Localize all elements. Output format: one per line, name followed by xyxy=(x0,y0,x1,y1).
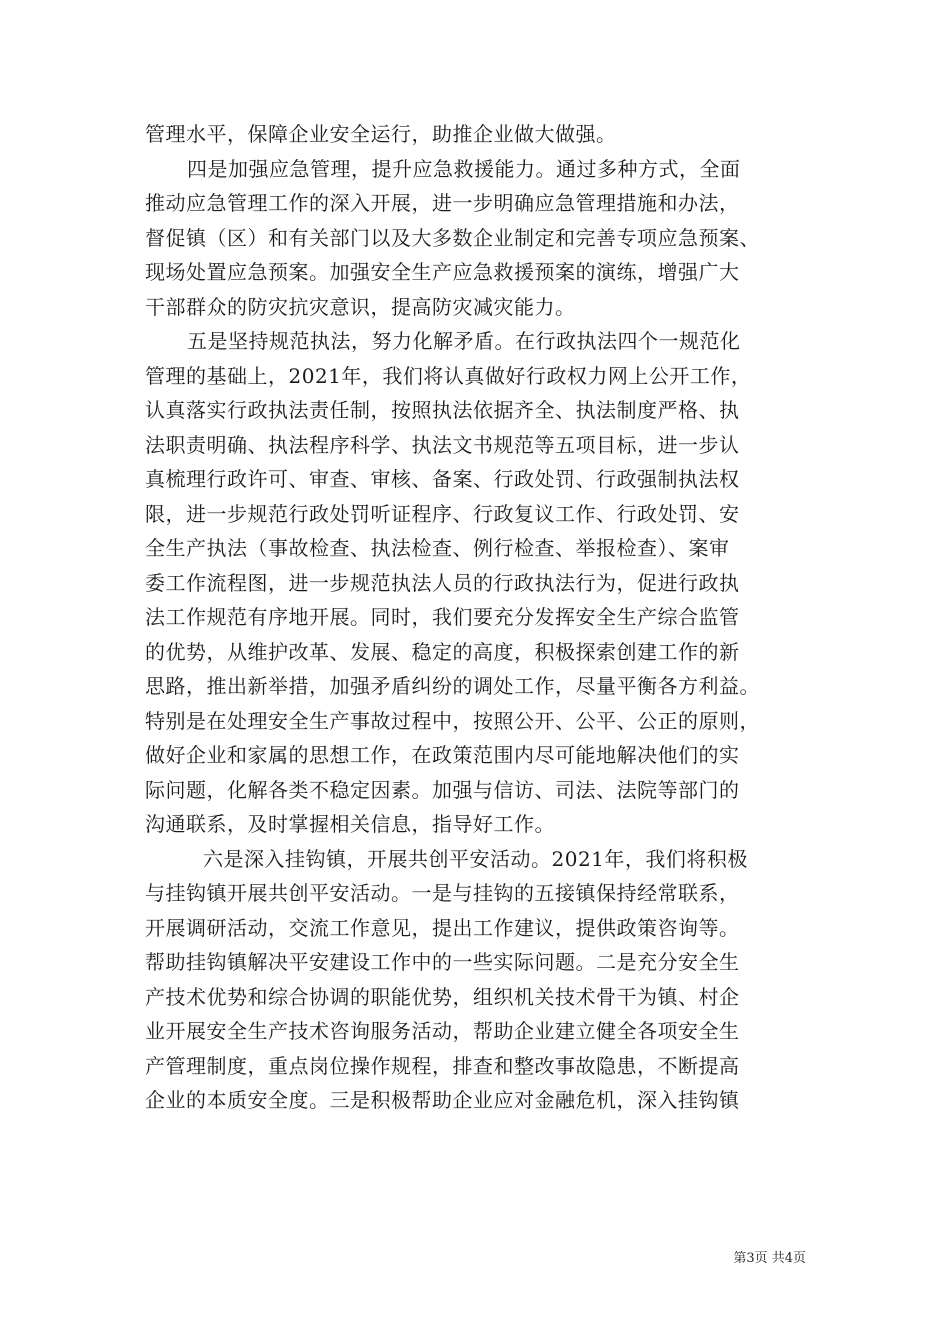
text-line: 推动应急管理工作的深入开展，进一步明确应急管理措施和办法， xyxy=(145,191,740,215)
paragraph-start-line: 五是坚持规范执法，努力化解矛盾。在行政执法四个一规范化 xyxy=(187,329,741,353)
text-line: 管理的基础上，2021年，我们将认真做好行政权力网上公开工作， xyxy=(145,363,752,388)
text-line: 委工作流程图，进一步规范执法人员的行政执法行为，促进行政执 xyxy=(145,570,740,595)
text-line: 际问题，化解各类不稳定因素。加强与信访、司法、法院等部门的 xyxy=(145,777,740,802)
body-text xyxy=(145,117,825,1118)
text-line: 限，进一步规范行政处罚听证程序、行政复议工作、行政处罚、安 xyxy=(145,501,740,526)
text-line: 全生产执法（事故检查、执法检查、例行检查、举报检查）、案审 xyxy=(145,536,730,560)
page-number-footer: 第3页 共4页 xyxy=(733,1251,806,1266)
paragraph-start-line: 四是加强应急管理，提升应急救援能力。通过多种方式，全面 xyxy=(187,156,741,181)
text-line: 真梳理行政许可、审查、审核、备案、行政处罚、行政强制执法权 xyxy=(145,467,740,491)
text-line: 认真落实行政执法责任制，按照执法依据齐全、执法制度严格、执 xyxy=(145,398,740,422)
paragraph-start-line: 六是深入挂钩镇，开展共创平安活动。2021年，我们将积极 xyxy=(203,846,748,871)
text-line: 特别是在处理安全生产事故过程中，按照公开、公平、公正的原则， xyxy=(145,708,760,733)
text-line: 与挂钩镇开展共创平安活动。一是与挂钩的五接镇保持经常联系， xyxy=(145,881,740,905)
text-line: 产技术优势和综合协调的职能优势，组织机关技术骨干为镇、村企 xyxy=(145,984,740,1009)
text-line: 法职责明确、执法程序科学、执法文书规范等五项目标，进一步认 xyxy=(145,432,740,457)
text-line: 做好企业和家属的思想工作，在政策范围内尽可能地解决他们的实 xyxy=(145,743,740,767)
text-line: 法工作规范有序地开展。同时，我们要充分发挥安全生产综合监管 xyxy=(145,605,740,629)
text-line: 沟通联系，及时掌握相关信息，指导好工作。 xyxy=(145,812,555,836)
text-line: 思路，推出新举措，加强矛盾纠纷的调处工作，尽量平衡各方利益。 xyxy=(145,674,760,698)
text-line: 干部群众的防灾抗灾意识，提高防灾减灾能力。 xyxy=(145,294,576,319)
text-line: 帮助挂钩镇解决平安建设工作中的一些实际问题。二是充分安全生 xyxy=(145,950,740,974)
text-line: 企业的本质安全度。三是积极帮助企业应对金融危机，深入挂钩镇 xyxy=(145,1088,740,1112)
text-line: 的优势，从维护改革、发展、稳定的高度，积极探索创建工作的新 xyxy=(145,639,740,664)
text-line: 管理水平，保障企业安全运行，助推企业做大做强。 xyxy=(145,122,617,146)
text-line: 开展调研活动，交流工作意见，提出工作建议，提供政策咨询等。 xyxy=(145,915,740,940)
text-line: 业开展安全生产技术咨询服务活动，帮助企业建立健全各项安全生 xyxy=(145,1019,740,1043)
text-line: 现场处置应急预案。加强安全生产应急救援预案的演练，增强广大 xyxy=(145,260,740,284)
text-line: 产管理制度，重点岗位操作规程，排查和整改事故隐患，不断提高 xyxy=(145,1053,740,1078)
text-line: 督促镇（区）和有关部门以及大多数企业制定和完善专项应急预案、 xyxy=(145,225,760,250)
